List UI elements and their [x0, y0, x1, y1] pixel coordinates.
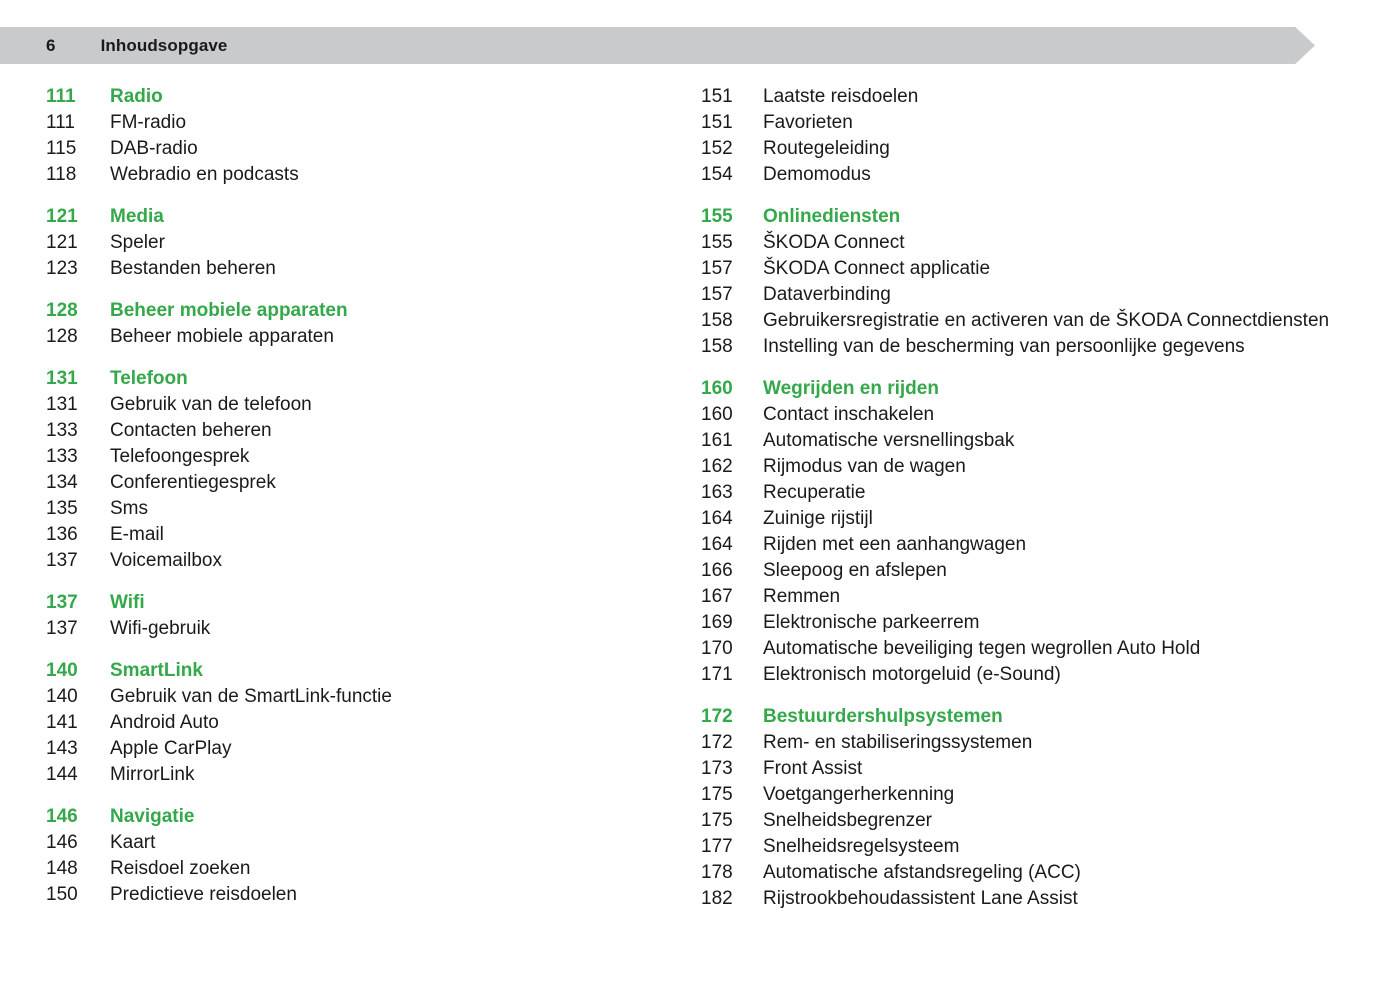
toc-entry-page-number: 164	[701, 508, 733, 529]
toc-entry-row[interactable]	[701, 782, 1341, 808]
toc-entry-row[interactable]	[701, 402, 1341, 428]
toc-entry-label-automatische-beveiliging-tegen-wegrollen: Automatische beveiliging tegen wegrollen Auto Hold	[763, 638, 1201, 659]
toc-entry-page-number: 163	[701, 482, 733, 503]
toc-section	[701, 84, 1341, 188]
toc-entry-page-number: 141	[46, 712, 78, 733]
toc-entry-page-number: 166	[701, 560, 733, 581]
toc-entry-row[interactable]	[701, 532, 1341, 558]
toc-entry-label-favorieten: Favorieten	[763, 112, 853, 133]
toc-entry-row[interactable]	[46, 136, 666, 162]
toc-section	[46, 204, 666, 282]
toc-entry-label-fm-radio: FM-radio	[110, 112, 187, 133]
toc-entry-row[interactable]	[46, 736, 666, 762]
toc-entry-page-number: 178	[701, 862, 733, 883]
page-header-band	[0, 27, 1315, 64]
toc-entry-label-zuinige-rijstijl: Zuinige rijstijl	[763, 508, 873, 529]
toc-section-page-number: 172	[701, 706, 733, 727]
toc-entry-label-rijstrookbehoudassistent-lane-assist: Rijstrookbehoudassistent Lane Assist	[763, 888, 1078, 909]
toc-entry-page-number: 134	[46, 472, 78, 493]
toc-entry-row[interactable]	[701, 808, 1341, 834]
toc-entry-label-dataverbinding: Dataverbinding	[763, 284, 891, 305]
toc-entry-page-number: 151	[701, 112, 733, 133]
header-page-number: 6	[46, 35, 56, 55]
toc-entry-page-number: 162	[701, 456, 733, 477]
toc-section-heading[interactable]	[46, 298, 666, 324]
toc-entry-label-instelling-van-de-bescherming-van-persoo: Instelling van de bescherming van persoonlijke gegevens	[763, 336, 1245, 357]
toc-entry-row[interactable]	[46, 230, 666, 256]
header-content	[0, 27, 227, 64]
toc-section	[46, 658, 666, 788]
toc-entry-page-number: 144	[46, 764, 78, 785]
toc-section-heading[interactable]	[701, 704, 1341, 730]
toc-entry-page-number: 115	[46, 138, 77, 159]
toc-entry-row[interactable]	[46, 162, 666, 188]
toc-section-heading[interactable]	[701, 376, 1341, 402]
toc-section-heading[interactable]	[46, 590, 666, 616]
toc-entry-row[interactable]	[46, 392, 666, 418]
toc-entry-label-e-mail: E-mail	[110, 524, 164, 545]
toc-entry-label-conferentiegesprek: Conferentiegesprek	[110, 472, 276, 493]
toc-entry-row[interactable]	[46, 830, 666, 856]
toc-column-left	[46, 84, 666, 908]
toc-entry-page-number: 133	[46, 420, 78, 441]
toc-entry-label-front-assist: Front Assist	[763, 758, 863, 779]
toc-entry-page-number: 146	[46, 832, 78, 853]
toc-entry-row[interactable]	[701, 730, 1341, 756]
toc-entry-row[interactable]	[701, 454, 1341, 480]
toc-section	[46, 590, 666, 642]
toc-entry-page-number: 160	[701, 404, 733, 425]
toc-entry-row[interactable]	[46, 684, 666, 710]
toc-entry-row[interactable]	[701, 230, 1341, 256]
toc-section-page-number: 121	[46, 206, 78, 227]
toc-entry-label-apple-carplay: Apple CarPlay	[110, 738, 232, 759]
toc-section-heading[interactable]	[46, 804, 666, 830]
toc-entry-page-number: 128	[46, 326, 78, 347]
toc-entry-label-telefoongesprek: Telefoongesprek	[110, 446, 250, 467]
toc-entry-label-automatische-afstandsregeling-acc: Automatische afstandsregeling (ACC)	[763, 862, 1081, 883]
toc-entry-row[interactable]	[46, 548, 666, 574]
toc-entry-page-number: 169	[701, 612, 733, 633]
toc-entry-page-number: 131	[46, 394, 78, 415]
toc-entry-row[interactable]	[701, 162, 1341, 188]
toc-entry-label-beheer-mobiele-apparaten: Beheer mobiele apparaten	[110, 326, 334, 347]
toc-entry-page-number: 175	[701, 810, 733, 831]
toc-section	[46, 298, 666, 350]
toc-entry-label-recuperatie: Recuperatie	[763, 482, 866, 503]
toc-entry-label-rem-en-stabiliseringssystemen: Rem- en stabiliseringssystemen	[763, 732, 1033, 753]
toc-entry-label-voicemailbox: Voicemailbox	[110, 550, 222, 571]
toc-entry-page-number: 172	[701, 732, 733, 753]
toc-section-label-wifi: Wifi	[110, 592, 145, 613]
toc-entry-label-snelheidsregelsysteem: Snelheidsregelsysteem	[763, 836, 960, 857]
toc-section-heading[interactable]	[46, 204, 666, 230]
toc-section-label-bestuurdershulpsystemen: Bestuurdershulpsystemen	[763, 706, 1003, 727]
toc-section	[701, 204, 1341, 360]
toc-entry-row[interactable]	[46, 616, 666, 642]
toc-entry-row[interactable]	[46, 762, 666, 788]
toc-section-page-number: 131	[46, 368, 78, 389]
toc-section-heading[interactable]	[46, 84, 666, 110]
toc-entry-row[interactable]	[701, 886, 1341, 912]
toc-entry-page-number: 177	[701, 836, 733, 857]
toc-entry-row[interactable]	[46, 256, 666, 282]
toc-entry-page-number: 155	[701, 232, 733, 253]
toc-section	[46, 84, 666, 188]
toc-entry-label-contact-inschakelen: Contact inschakelen	[763, 404, 935, 425]
toc-entry-page-number: 140	[46, 686, 78, 707]
toc-entry-row[interactable]	[46, 496, 666, 522]
toc-section	[701, 704, 1341, 912]
toc-section	[46, 804, 666, 908]
toc-entry-label-voetgangerherkenning: Voetgangerherkenning	[763, 784, 955, 805]
toc-entry-page-number: 121	[46, 232, 78, 253]
toc-entry-page-number: 111	[46, 112, 75, 133]
toc-entry-page-number: 167	[701, 586, 733, 607]
toc-entry-page-number: 173	[701, 758, 733, 779]
toc-entry-label-elektronische-parkeerrem: Elektronische parkeerrem	[763, 612, 980, 633]
toc-entry-page-number: 151	[701, 86, 733, 107]
toc-entry-label-predictieve-reisdoelen: Predictieve reisdoelen	[110, 884, 297, 905]
toc-entry-row[interactable]	[46, 856, 666, 882]
toc-entry-label-automatische-versnellingsbak: Automatische versnellingsbak	[763, 430, 1015, 451]
toc-entry-row[interactable]	[701, 584, 1341, 610]
toc-entry-row[interactable]	[701, 110, 1341, 136]
toc-entry-label-demomodus: Demomodus	[763, 164, 871, 185]
toc-entry-row[interactable]	[701, 282, 1341, 308]
toc-entry-page-number: 118	[46, 164, 77, 185]
toc-entry-label-elektronisch-motorgeluid-e-sound: Elektronisch motorgeluid (e-Sound)	[763, 664, 1061, 685]
toc-section-page-number: 140	[46, 660, 78, 681]
toc-entry-label-laatste-reisdoelen: Laatste reisdoelen	[763, 86, 919, 107]
toc-section-page-number: 111	[46, 86, 76, 107]
toc-entry-label-gebruik-van-de-smartlink-functie: Gebruik van de SmartLink-functie	[110, 686, 392, 707]
toc-entry-row[interactable]	[701, 662, 1341, 688]
toc-entry-row[interactable]	[46, 470, 666, 496]
toc-section-heading[interactable]	[46, 658, 666, 684]
toc-entry-page-number: 136	[46, 524, 78, 545]
toc-section-label-wegrijden-en-rijden: Wegrijden en rijden	[763, 378, 939, 399]
toc-entry-label-routegeleiding: Routegeleiding	[763, 138, 890, 159]
toc-entry-row[interactable]	[46, 882, 666, 908]
toc-entry-page-number: 157	[701, 284, 733, 305]
toc-entry-label-speler: Speler	[110, 232, 165, 253]
toc-entry-page-number: 123	[46, 258, 78, 279]
toc-entry-row[interactable]	[46, 324, 666, 350]
toc-entry-row[interactable]	[701, 334, 1341, 360]
toc-entry-page-number: 175	[701, 784, 733, 805]
toc-section	[701, 376, 1341, 688]
toc-entry-label-dab-radio: DAB-radio	[110, 138, 198, 159]
toc-entry-label-android-auto: Android Auto	[110, 712, 219, 733]
toc-section-page-number: 137	[46, 592, 78, 613]
toc-entry-row[interactable]	[46, 710, 666, 736]
toc-section-label-navigatie: Navigatie	[110, 806, 195, 827]
toc-entry-label-rijmodus-van-de-wagen: Rijmodus van de wagen	[763, 456, 966, 477]
toc-entry-label-koda-connect-applicatie: ŠKODA Connect applicatie	[763, 258, 991, 279]
toc-entry-page-number: 148	[46, 858, 78, 879]
toc-entry-page-number: 133	[46, 446, 78, 467]
toc-section-label-smartlink: SmartLink	[110, 660, 203, 681]
toc-entry-page-number: 157	[701, 258, 733, 279]
toc-section-label-onlinediensten: Onlinediensten	[763, 206, 901, 227]
toc-entry-label-remmen: Remmen	[763, 586, 841, 607]
toc-section	[46, 366, 666, 574]
toc-entry-row[interactable]	[701, 506, 1341, 532]
toc-entry-label-contacten-beheren: Contacten beheren	[110, 420, 272, 441]
toc-entry-row[interactable]	[701, 610, 1341, 636]
toc-entry-label-snelheidsbegrenzer: Snelheidsbegrenzer	[763, 810, 933, 831]
toc-entry-page-number: 158	[701, 336, 733, 357]
toc-entry-row[interactable]	[701, 84, 1341, 110]
header-arrow-shape	[1271, 27, 1315, 64]
toc-entry-page-number: 170	[701, 638, 733, 659]
toc-section-page-number: 155	[701, 206, 733, 227]
toc-entry-page-number: 161	[701, 430, 733, 451]
toc-entry-label-gebruikersregistratie-en-activeren-van-d: Gebruikersregistratie en activeren van de ŠKODA Connectdiensten	[763, 310, 1330, 331]
toc-entry-label-webradio-en-podcasts: Webradio en podcasts	[110, 164, 299, 185]
toc-section-page-number: 160	[701, 378, 733, 399]
toc-entry-page-number: 158	[701, 310, 733, 331]
toc-column-right	[701, 84, 1341, 912]
page-title: Inhoudsopgave	[100, 35, 228, 55]
toc-entry-page-number: 152	[701, 138, 733, 159]
toc-entry-label-sms: Sms	[110, 498, 148, 519]
toc-entry-row[interactable]	[701, 480, 1341, 506]
toc-section-page-number: 146	[46, 806, 78, 827]
toc-entry-label-bestanden-beheren: Bestanden beheren	[110, 258, 276, 279]
toc-entry-page-number: 143	[46, 738, 78, 759]
toc-entry-row[interactable]	[701, 636, 1341, 662]
toc-entry-label-reisdoel-zoeken: Reisdoel zoeken	[110, 858, 251, 879]
toc-entry-row[interactable]	[46, 110, 666, 136]
toc-section-label-media: Media	[110, 206, 164, 227]
toc-entry-page-number: 164	[701, 534, 733, 555]
toc-section-heading[interactable]	[701, 204, 1341, 230]
toc-entry-label-koda-connect: ŠKODA Connect	[763, 232, 905, 253]
toc-entry-page-number: 137	[46, 550, 78, 571]
toc-entry-page-number: 154	[701, 164, 733, 185]
toc-entry-row[interactable]	[46, 444, 666, 470]
toc-section-label-radio: Radio	[110, 86, 163, 107]
toc-entry-page-number: 150	[46, 884, 78, 905]
toc-entry-label-wifi-gebruik: Wifi-gebruik	[110, 618, 211, 639]
toc-entry-label-mirrorlink: MirrorLink	[110, 764, 195, 785]
toc-entry-row[interactable]	[701, 256, 1341, 282]
toc-entry-row[interactable]	[46, 418, 666, 444]
toc-section-heading[interactable]	[46, 366, 666, 392]
toc-entry-row[interactable]	[701, 756, 1341, 782]
toc-entry-row[interactable]	[701, 558, 1341, 584]
toc-entry-row[interactable]	[701, 834, 1341, 860]
toc-entry-row[interactable]	[701, 136, 1341, 162]
toc-entry-row[interactable]	[701, 308, 1341, 334]
toc-entry-page-number: 171	[701, 664, 733, 685]
toc-section-label-beheer-mobiele-apparaten: Beheer mobiele apparaten	[110, 300, 348, 321]
toc-entry-label-sleepoog-en-afslepen: Sleepoog en afslepen	[763, 560, 947, 581]
toc-entry-label-rijden-met-een-aanhangwagen: Rijden met een aanhangwagen	[763, 534, 1027, 555]
toc-entry-row[interactable]	[701, 860, 1341, 886]
toc-entry-page-number: 135	[46, 498, 78, 519]
toc-entry-row[interactable]	[46, 522, 666, 548]
toc-section-label-telefoon: Telefoon	[110, 368, 188, 389]
toc-entry-row[interactable]	[701, 428, 1341, 454]
toc-section-page-number: 128	[46, 300, 78, 321]
toc-entry-label-gebruik-van-de-telefoon: Gebruik van de telefoon	[110, 394, 312, 415]
toc-entry-page-number: 137	[46, 618, 78, 639]
toc-entry-page-number: 182	[701, 888, 733, 909]
toc-entry-label-kaart: Kaart	[110, 832, 156, 853]
